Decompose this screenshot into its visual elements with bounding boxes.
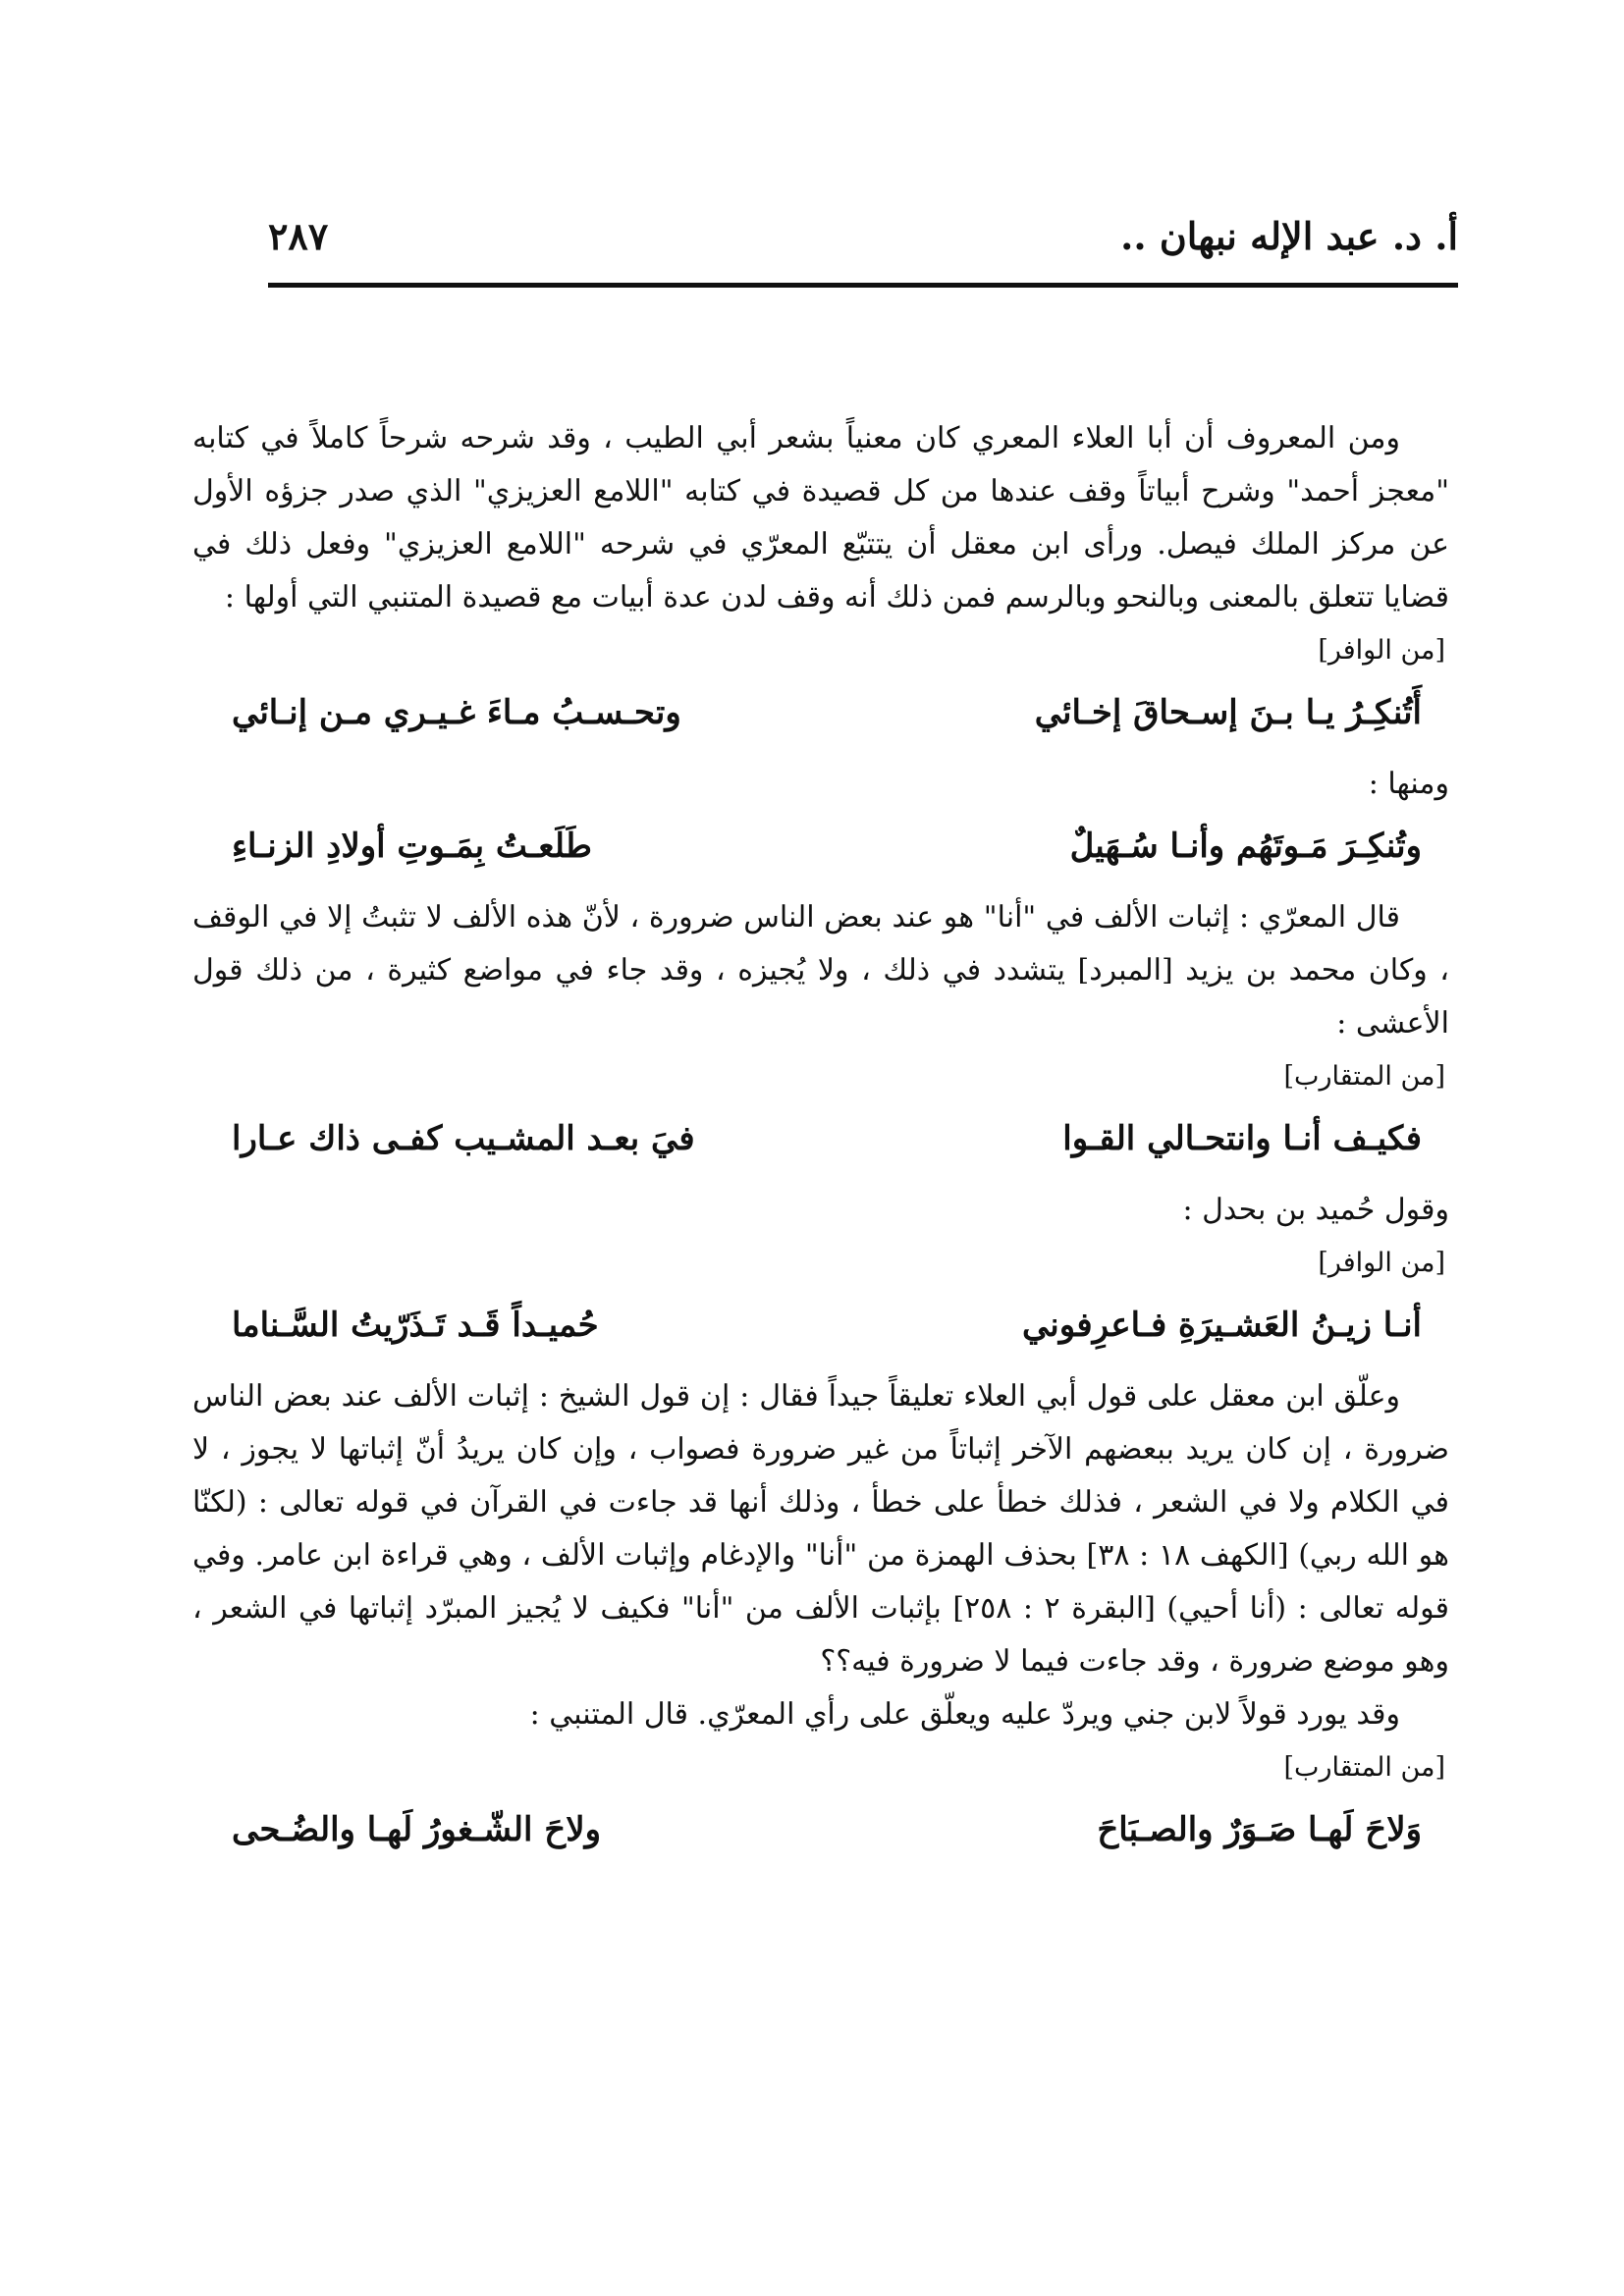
hemistich-first: فكيـف أنـا وانتحـالي القـوا: [1062, 1119, 1422, 1158]
hemistich-first: أَتُنكِـرُ يـا بـنَ إسـحاقَ إخـائي: [1034, 693, 1422, 732]
running-title: أ. د. عبد الإله نبهان ..: [1120, 214, 1458, 258]
meter-label: [من الوافر]: [1318, 1248, 1445, 1278]
meter-label: [من المتقارب]: [1283, 1061, 1445, 1092]
header-rule: [268, 283, 1458, 288]
paragraph: وعلّق ابن معقل على قول أبي العلاء تعليقاً جيداً فقال : إن قول الشيخ : إثبات الألف عند بعض الناس ضرورة ، إن كان يريد ببعضهم الآخر إثباتاً من غير ضرورة فصواب ، وإن كان يريدُ أنّ إثباتها لا يجوز ، لا في الكلام ولا في الشعر ، فذلك خطأ على خطأ ، وذلك أنها قد جاءت في القرآن في قوله تعالى : (لكنّا هو الله ربي) [الكهف ١٨ : ٣٨] بحذف الهمزة من "أنا" والإدغام وإثبات الألف ، وهي قراءة ابن عامر. وفي قوله تعالى : (أنا أحيي) [البقرة ٢ : ٢٥٨] بإثبات الألف من "أنا" فكيف لا يُجيز المبرّد إثباتها في الشعر ، وهو موضع ضرورة ، وقد جاءت فيما لا ضرورة فيه؟؟: [192, 1379, 1449, 1679]
meter-label: [من الوافر]: [1318, 635, 1445, 666]
verse-line: [192, 1103, 1449, 1174]
hemistich-second: وتحـسـبُ مـاءَ غـيـري مـن إنـائي: [232, 693, 681, 732]
paragraph: وقد يورد قولاً لابن جني ويردّ عليه ويعلّق على رأي المعرّي. قال المتنبي :: [529, 1697, 1400, 1732]
hemistich-first: وَلاحَ لَهـا صَـوَرٌ والصـبَاحَ: [1097, 1810, 1422, 1849]
page-header: [268, 214, 1458, 293]
paragraph: وقول حُميد بن بحدل :: [1182, 1193, 1449, 1227]
page-number: ٢٨٧: [268, 214, 329, 258]
hemistich-second: فيَ بعـد المشـيب كفـى ذاك عـارا: [232, 1119, 695, 1158]
paragraph: ومنها :: [1368, 767, 1449, 801]
page-body: [192, 412, 1449, 1875]
paragraph: قال المعرّي : إثبات الألف في "أنا" هو عند بعض الناس ضرورة ، لأنّ هذه الألف لا تثبتُ إلا في الوقف ، وكان محمد بن يزيد [المبرد] يتشدد في ذلك ، ولا يُجيزه ، وقد جاء في مواضع كثيرة ، من ذلك قول الأعشى :: [192, 900, 1449, 1041]
verse-line: [192, 677, 1449, 748]
verse-line: [192, 1290, 1449, 1361]
hemistich-first: أنـا زيـنُ العَشـيرَةِ فـاعرِفوني: [1021, 1306, 1422, 1345]
hemistich-second: حُميـداً قَـد تَـذَرّيتُ السَّـناما: [232, 1306, 599, 1345]
meter-label: [من المتقارب]: [1283, 1752, 1445, 1783]
hemistich-second: ولاحَ الشّـغورُ لَهـا والضُـحى: [232, 1810, 602, 1849]
hemistich-first: وتُنكِـرَ مَـوتَهُم وأنـا سُـهَيلٌ: [1069, 827, 1422, 866]
verse-line: [192, 811, 1449, 881]
hemistich-second: طَلَعـتُ بِمَـوتِ أولادِ الزنـاءِ: [232, 827, 592, 866]
verse-line: [192, 1794, 1449, 1865]
paragraph: ومن المعروف أن أبا العلاء المعري كان معنياً بشعر أبي الطيب ، وقد شرحه شرحاً كاملاً في كتابه "معجز أحمد" وشرح أبياتاً وقف عندها من كل قصيدة في كتابه "اللامع العزيزي" الذي صدر جزؤه الأول عن مركز الملك فيصل. ورأى ابن معقل أن يتتبّع المعرّي في شرحه "اللامع العزيزي" وفعل ذلك في قضايا تتعلق بالمعنى وبالنحو وبالرسم فمن ذلك أنه وقف لدن عدة أبيات مع قصيدة المتنبي التي أولها :: [192, 421, 1449, 614]
